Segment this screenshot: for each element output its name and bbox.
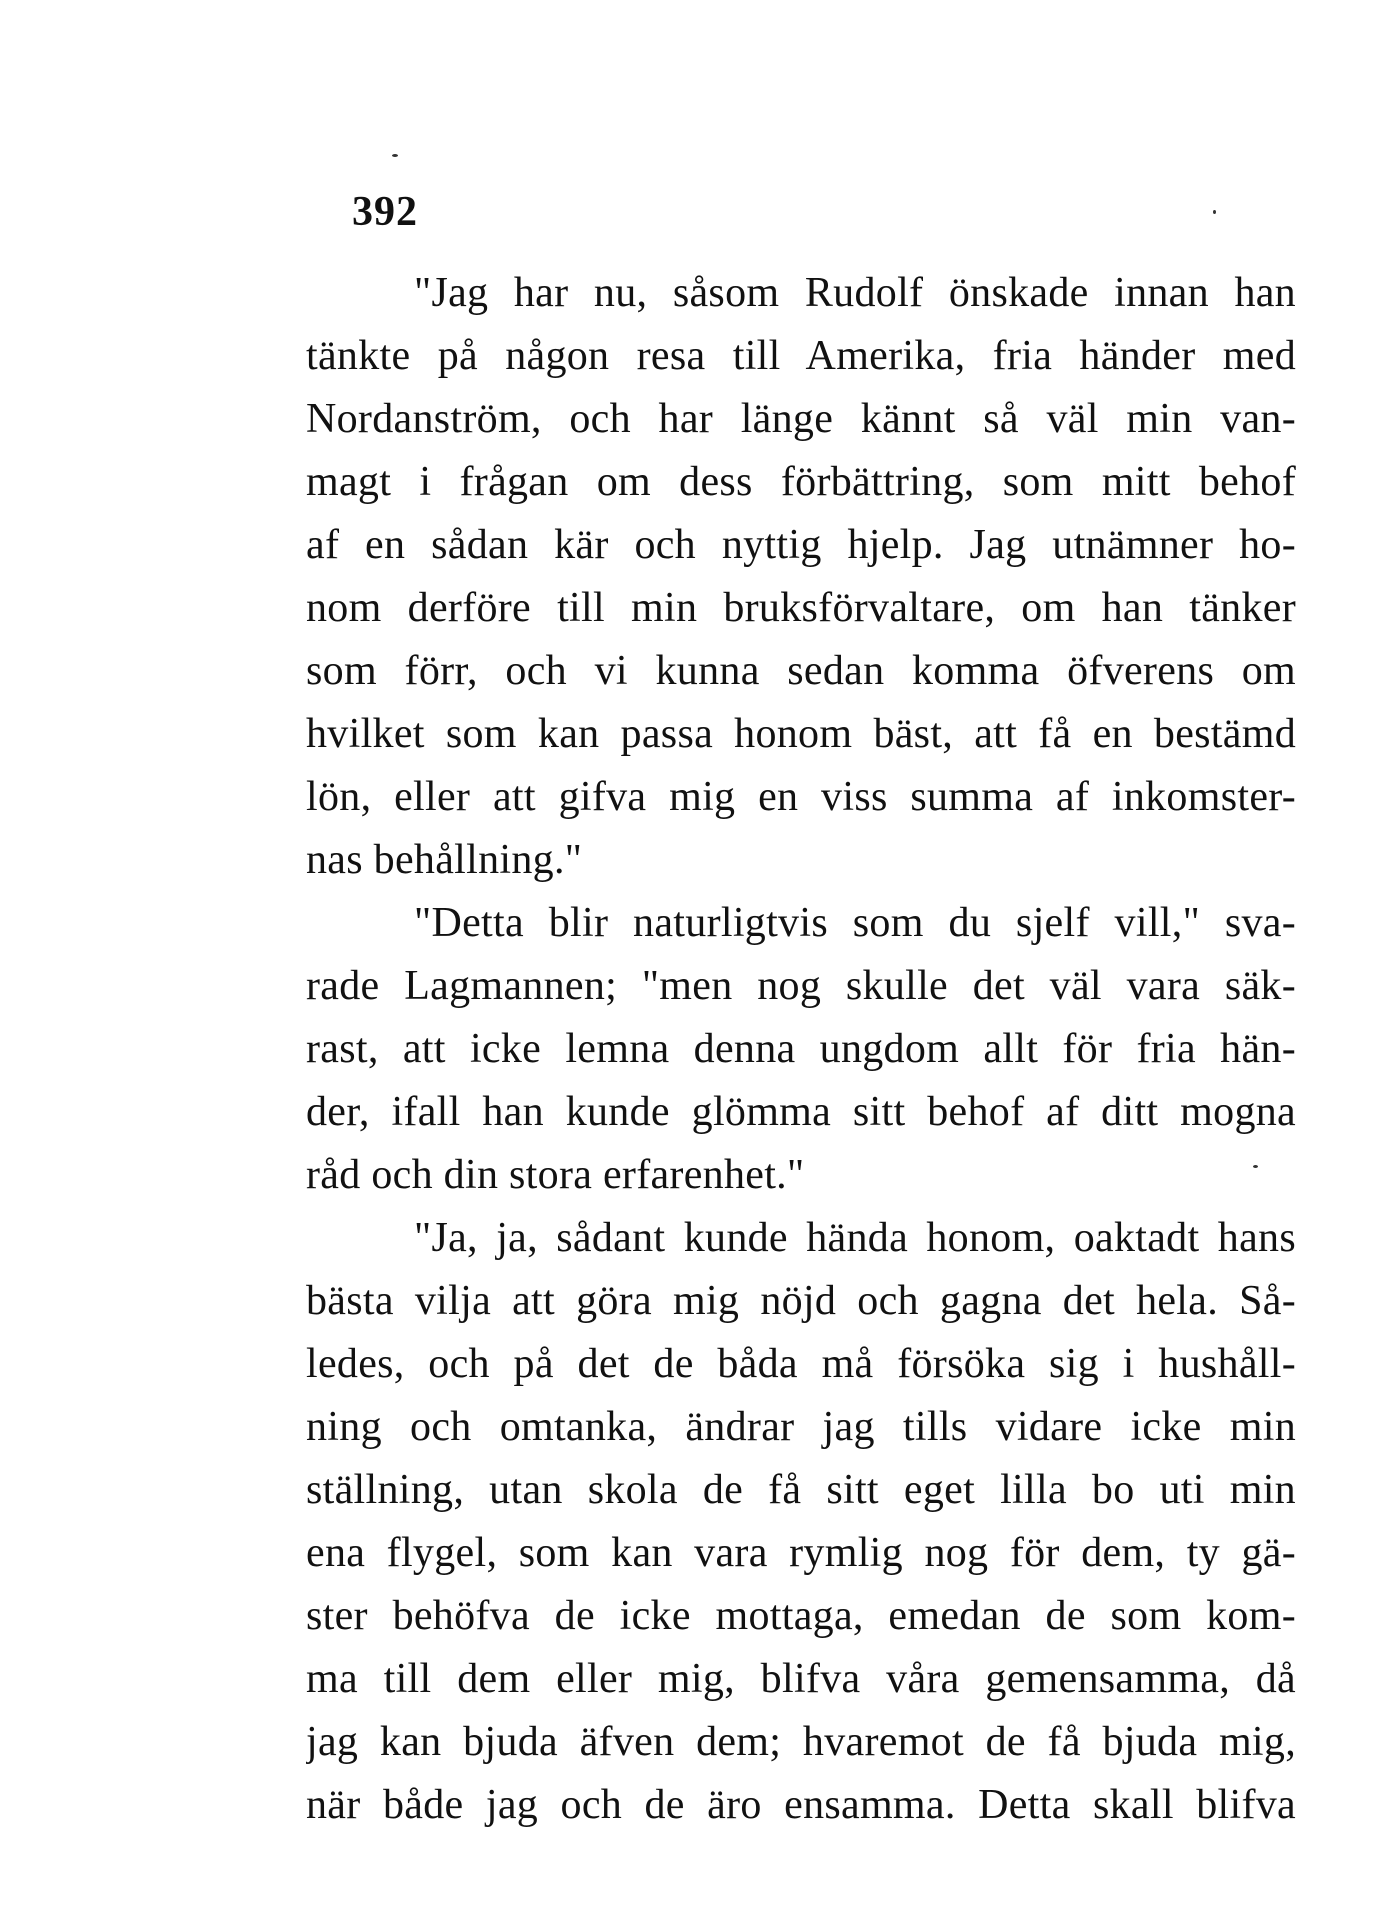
text-line: rade Lagmannen; "men nog skulle det väl vara säk- — [306, 963, 1296, 1009]
text-line: bästa vilja att göra mig nöjd och gagna det hela. Så- — [306, 1278, 1296, 1324]
text-line: lön, eller att gifva mig en viss summa af inkomster- — [306, 774, 1296, 820]
text-line: hvilket som kan passa honom bäst, att få en bestämd — [306, 711, 1296, 757]
text-line: nom derföre till min bruksförvaltare, om han tänker — [306, 585, 1296, 631]
text-line: råd och din stora erfarenhet." — [306, 1152, 805, 1198]
text-line: "Detta blir naturligtvis som du sjelf vill," sva- — [414, 900, 1296, 946]
text-line: af en sådan kär och nyttig hjelp. Jag utnämner ho- — [306, 522, 1296, 568]
text-line: ma till dem eller mig, blifva våra gemensamma, då — [306, 1656, 1296, 1702]
text-line: magt i frågan om dess förbättring, som mitt behof — [306, 459, 1296, 505]
text-line: "Jag har nu, såsom Rudolf önskade innan han — [414, 270, 1296, 316]
print-speck — [1213, 210, 1216, 214]
text-line: jag kan bjuda äfven dem; hvaremot de få bjuda mig, — [306, 1719, 1296, 1765]
text-line: rast, att icke lemna denna ungdom allt för fria hän- — [306, 1026, 1296, 1072]
text-line: ställning, utan skola de få sitt eget lilla bo uti min — [306, 1467, 1296, 1513]
text-line: som förr, och vi kunna sedan komma öfverens om — [306, 648, 1296, 694]
text-line: nas behållning." — [306, 837, 583, 883]
page-number: 392 — [352, 189, 418, 235]
print-speck — [392, 154, 398, 157]
text-line: ster behöfva de icke mottaga, emedan de som kom- — [306, 1593, 1296, 1639]
text-line: "Ja, ja, sådant kunde hända honom, oaktadt hans — [414, 1215, 1296, 1261]
text-line: ledes, och på det de båda må försöka sig i hushåll- — [306, 1341, 1296, 1387]
text-line: ning och omtanka, ändrar jag tills vidare icke min — [306, 1404, 1296, 1450]
text-line: när både jag och de äro ensamma. Detta skall blifva — [306, 1782, 1296, 1828]
text-line: ena flygel, som kan vara rymlig nog för dem, ty gä- — [306, 1530, 1296, 1576]
text-line: Nordanström, och har länge kännt så väl min van- — [306, 396, 1296, 442]
text-line: der, ifall han kunde glömma sitt behof af ditt mogna — [306, 1089, 1296, 1135]
text-line: tänkte på någon resa till Amerika, fria händer med — [306, 333, 1296, 379]
body-text — [306, 262, 1296, 1837]
